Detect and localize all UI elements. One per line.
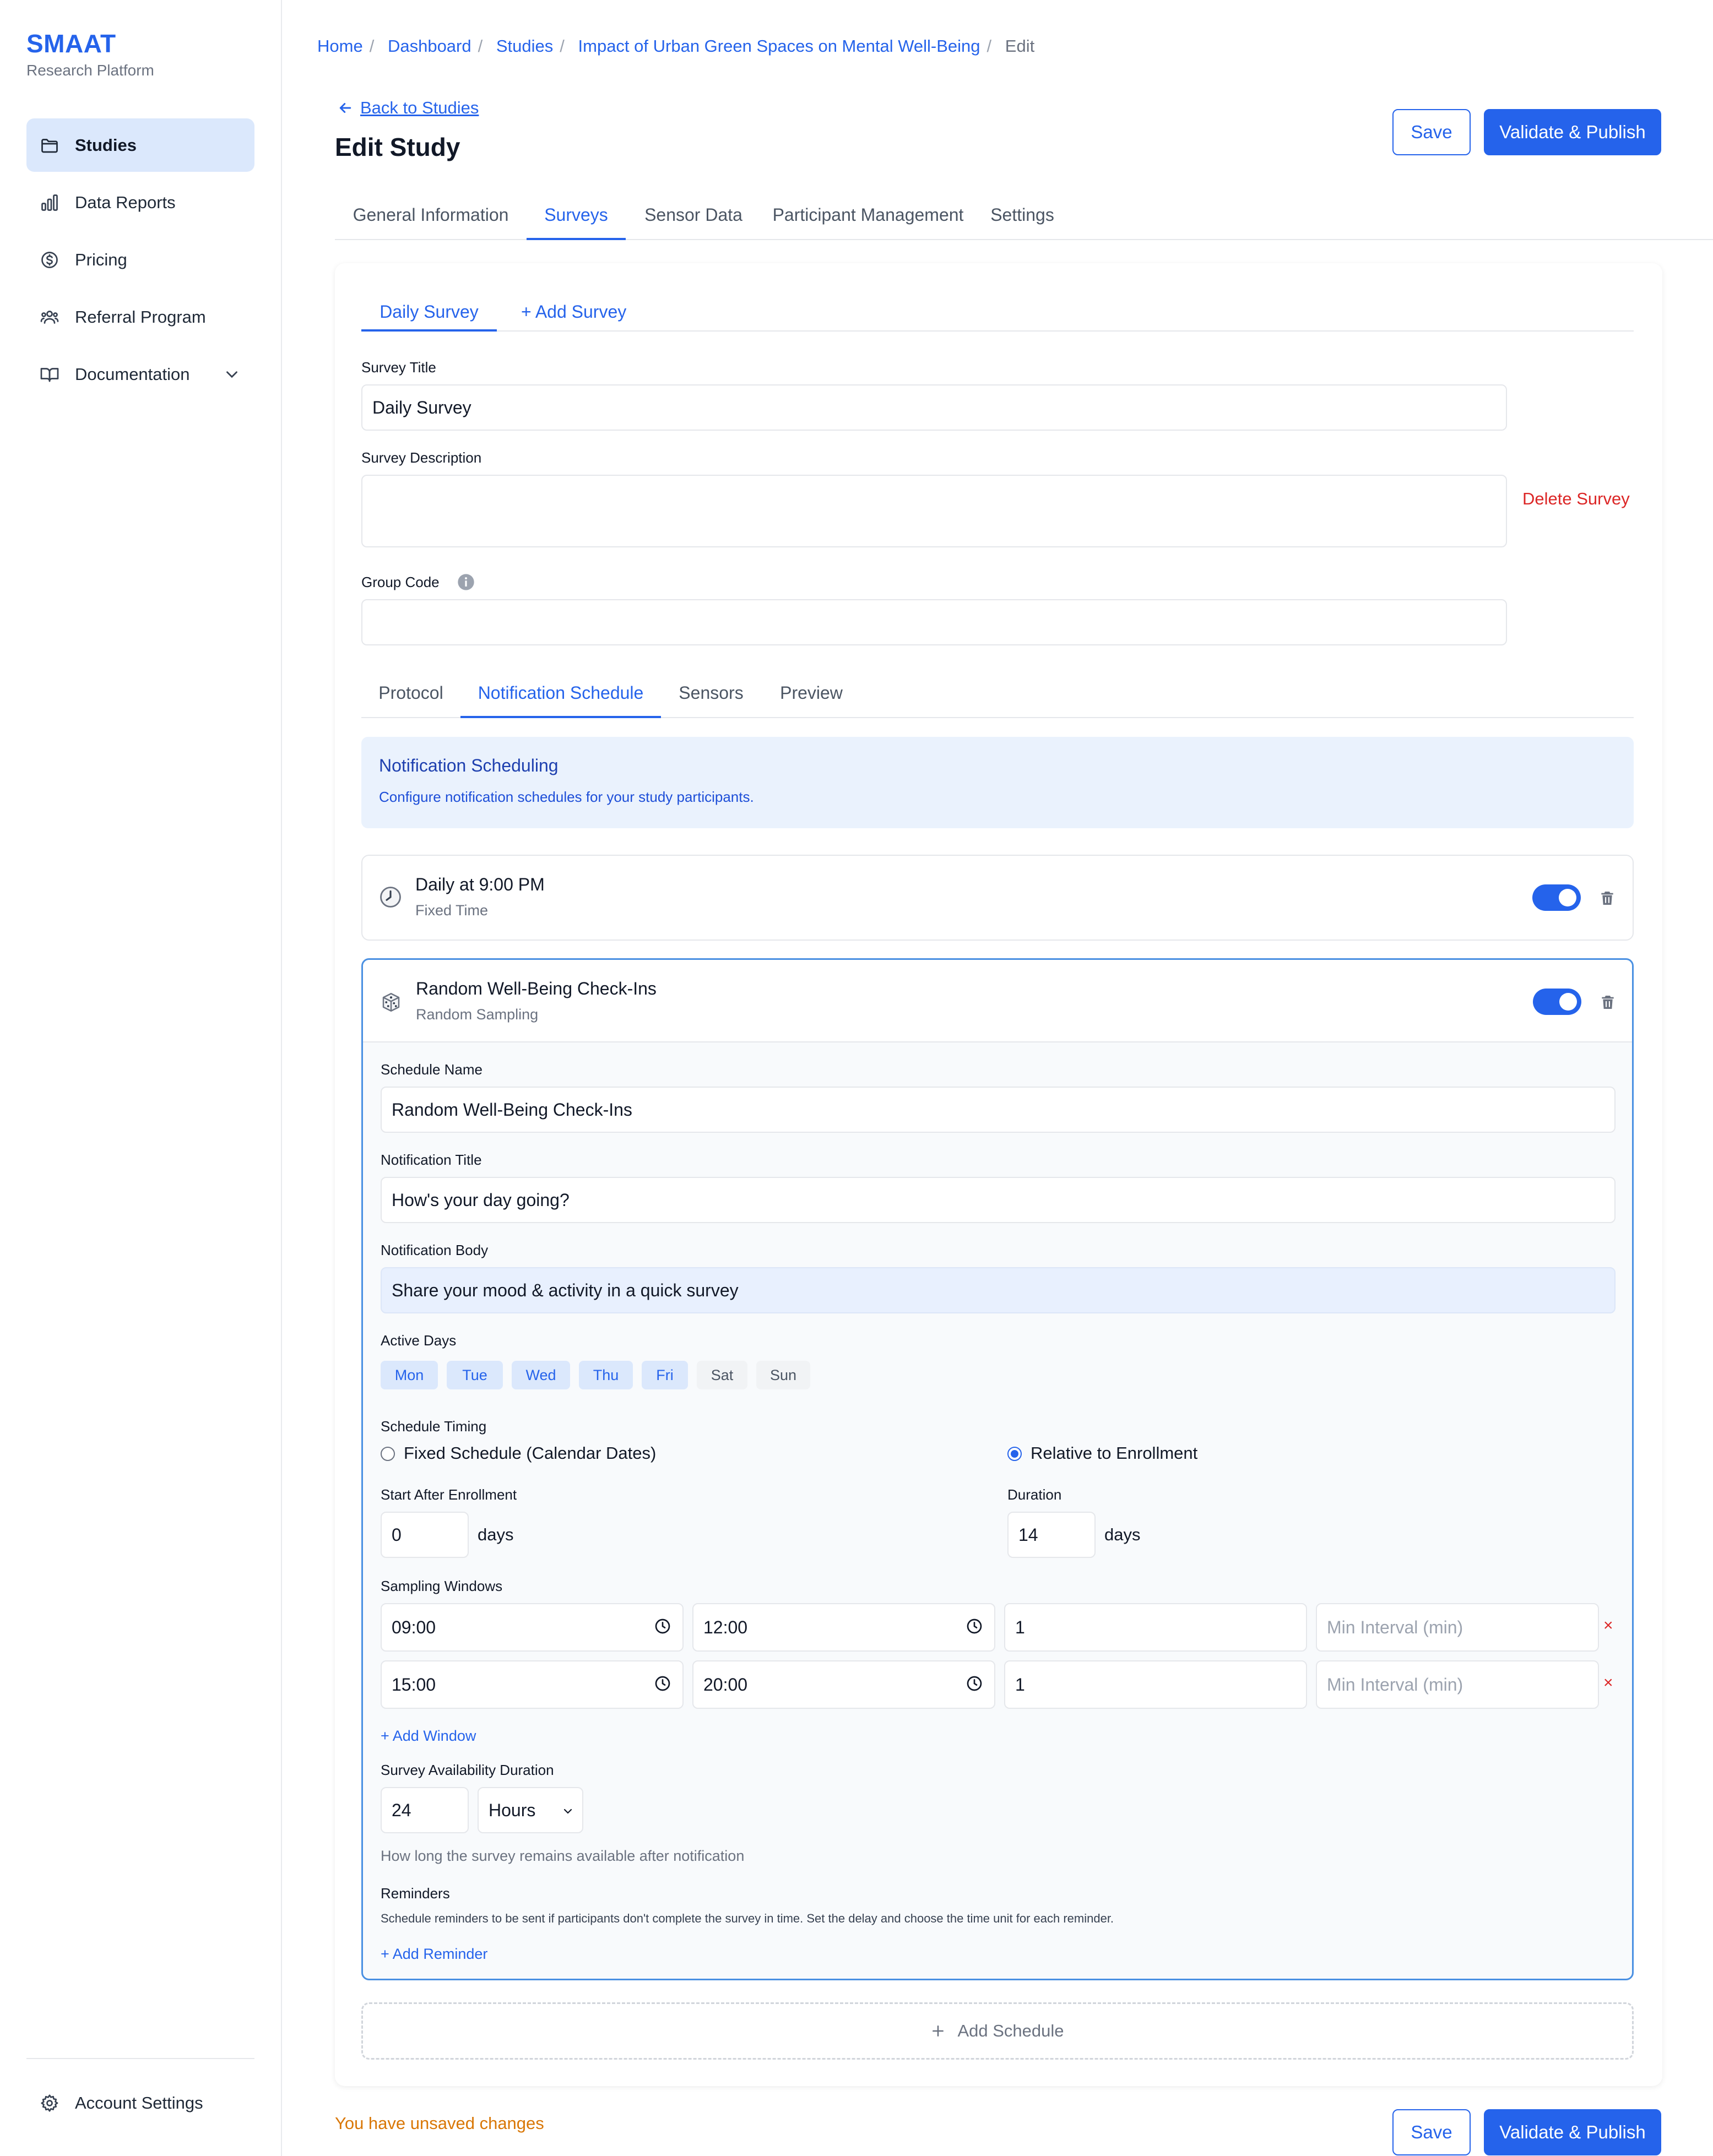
- remove-window-button[interactable]: ×: [1603, 1616, 1613, 1634]
- tab-surveys[interactable]: Surveys: [527, 194, 626, 240]
- tab-protocol[interactable]: Protocol: [378, 683, 443, 703]
- schedule-enabled-toggle[interactable]: [1533, 989, 1581, 1015]
- day-toggle-sat[interactable]: Sat: [697, 1361, 747, 1389]
- clock-icon: [966, 1617, 983, 1635]
- days-unit: days: [1104, 1525, 1141, 1544]
- tab-sensor-data[interactable]: Sensor Data: [644, 205, 742, 225]
- add-schedule-label: Add Schedule: [957, 2021, 1064, 2040]
- add-reminder-button[interactable]: + Add Reminder: [381, 1946, 488, 1962]
- day-toggle-thu[interactable]: Thu: [579, 1361, 633, 1389]
- days-unit: days: [478, 1525, 514, 1544]
- add-window-button[interactable]: + Add Window: [381, 1728, 476, 1744]
- sidebar-item-label: Studies: [75, 135, 137, 155]
- breadcrumb-separator: /: [986, 36, 992, 56]
- main-tabs: [335, 194, 1713, 240]
- info-title: Notification Scheduling: [379, 756, 559, 775]
- brand: [26, 29, 154, 79]
- delete-survey-button[interactable]: Delete Survey: [1522, 489, 1630, 508]
- breadcrumb-dashboard[interactable]: Dashboard: [387, 36, 471, 56]
- bar-chart-icon: [40, 193, 59, 213]
- sidebar-item-label: Pricing: [75, 249, 127, 269]
- window-count-input[interactable]: 1: [1004, 1603, 1307, 1652]
- schedule-header[interactable]: [363, 960, 1632, 1042]
- day-toggle-sun[interactable]: Sun: [756, 1361, 810, 1389]
- users-icon: [40, 307, 59, 327]
- add-survey-button[interactable]: + Add Survey: [521, 302, 627, 322]
- window-start-value: 15:00: [392, 1674, 436, 1695]
- sidebar-item-pricing[interactable]: [26, 233, 254, 286]
- info-icon[interactable]: [457, 573, 475, 591]
- page-title: Edit Study: [335, 133, 460, 161]
- schedule-name-label: Schedule Name: [381, 1061, 483, 1078]
- schedule-timing-label: Schedule Timing: [381, 1418, 487, 1435]
- schedule-title: Random Well-Being Check-Ins: [416, 979, 657, 998]
- duration-input[interactable]: 14: [1007, 1512, 1096, 1558]
- schedule-title: Daily at 9:00 PM: [415, 875, 545, 894]
- start-after-input[interactable]: 0: [381, 1512, 469, 1558]
- footer-validate-publish-button[interactable]: Validate & Publish: [1484, 2109, 1661, 2155]
- dice-icon: [380, 991, 403, 1014]
- tab-participant-management[interactable]: Participant Management: [772, 205, 964, 225]
- sampling-windows-label: Sampling Windows: [381, 1578, 503, 1594]
- back-to-studies-link[interactable]: [337, 98, 479, 118]
- info-text: Configure notification schedules for your study participants.: [379, 789, 754, 805]
- arrow-left-icon: [337, 100, 354, 116]
- brand-name: SMAAT: [26, 29, 116, 58]
- breadcrumb-home[interactable]: Home: [317, 36, 363, 56]
- availability-unit-value: Hours: [489, 1800, 536, 1820]
- day-toggle-fri[interactable]: Fri: [642, 1361, 688, 1389]
- book-icon: [40, 365, 59, 384]
- radio-label: Fixed Schedule (Calendar Dates): [404, 1443, 657, 1463]
- window-end-value: 20:00: [703, 1674, 748, 1695]
- group-code-input[interactable]: [361, 599, 1507, 645]
- sidebar-item-referral-program[interactable]: [26, 290, 254, 344]
- day-toggle-wed[interactable]: Wed: [512, 1361, 570, 1389]
- dollar-circle-icon: [40, 250, 59, 270]
- availability-label: Survey Availability Duration: [381, 1762, 554, 1778]
- active-days-label: Active Days: [381, 1332, 457, 1349]
- validate-publish-button[interactable]: Validate & Publish: [1484, 109, 1661, 155]
- window-start-value: 09:00: [392, 1617, 436, 1637]
- radio-fixed-schedule[interactable]: [381, 1447, 395, 1461]
- window-start-time-input[interactable]: [381, 1660, 684, 1709]
- tab-sensors[interactable]: Sensors: [679, 683, 744, 703]
- clock-icon: [379, 886, 402, 909]
- duration-label: Duration: [1007, 1486, 1062, 1503]
- remove-window-button[interactable]: ×: [1603, 1674, 1613, 1692]
- breadcrumb-study[interactable]: Impact of Urban Green Spaces on Mental Well-Being: [578, 36, 980, 56]
- breadcrumb-separator: /: [369, 36, 375, 56]
- tab-settings[interactable]: Settings: [990, 205, 1054, 225]
- sidebar-item-label: Data Reports: [75, 192, 176, 212]
- tab-daily-survey[interactable]: Daily Survey: [361, 301, 497, 332]
- folder-icon: [40, 135, 59, 155]
- schedule-name-input[interactable]: Random Well-Being Check-Ins: [381, 1087, 1616, 1133]
- window-end-value: 12:00: [703, 1617, 748, 1637]
- window-min-interval-input[interactable]: Min Interval (min): [1316, 1603, 1599, 1652]
- chevron-down-icon[interactable]: [223, 365, 241, 384]
- notification-body-input[interactable]: Share your mood & activity in a quick survey: [381, 1267, 1616, 1313]
- sidebar-item-label: Documentation: [75, 364, 190, 384]
- back-label: Back to Studies: [360, 98, 479, 117]
- schedule-enabled-toggle[interactable]: [1532, 884, 1581, 911]
- tab-notification-schedule[interactable]: Notification Schedule: [460, 672, 661, 718]
- clock-icon: [966, 1675, 983, 1692]
- availability-input[interactable]: 24: [381, 1787, 469, 1833]
- sidebar-divider: [26, 2058, 254, 2059]
- notification-title-label: Notification Title: [381, 1152, 482, 1168]
- survey-title-input[interactable]: Daily Survey: [361, 384, 1507, 431]
- survey-description-label: Survey Description: [361, 449, 482, 466]
- notification-body-label: Notification Body: [381, 1242, 489, 1258]
- sidebar-item-data-reports[interactable]: [26, 176, 254, 229]
- sidebar-nav: [26, 118, 254, 405]
- account-settings-area: [26, 2076, 254, 2133]
- notification-title-input[interactable]: How's your day going?: [381, 1177, 1616, 1223]
- window-end-time-input[interactable]: [692, 1660, 995, 1709]
- footer-save-button[interactable]: Save: [1392, 2109, 1471, 2155]
- availability-hint: How long the survey remains available after notification: [381, 1848, 745, 1864]
- window-min-interval-input[interactable]: Min Interval (min): [1316, 1660, 1599, 1709]
- breadcrumb-separator: /: [478, 36, 483, 56]
- schedule-type: Random Sampling: [416, 1006, 539, 1023]
- trash-icon[interactable]: [1599, 993, 1617, 1012]
- sidebar: [0, 0, 282, 2156]
- sidebar-item-account-settings[interactable]: [26, 2076, 254, 2130]
- schedule-card-fixed[interactable]: [361, 855, 1634, 941]
- reminders-label: Reminders: [381, 1885, 450, 1902]
- tab-preview[interactable]: Preview: [780, 683, 843, 703]
- breadcrumb-studies[interactable]: Studies: [496, 36, 554, 56]
- breadcrumb-separator: /: [560, 36, 565, 56]
- trash-icon[interactable]: [1598, 889, 1616, 908]
- window-end-time-input[interactable]: [692, 1603, 995, 1652]
- reminders-hint: Schedule reminders to be sent if participants don't complete the survey in time. Set the delay and choose the time unit for each reminder.: [381, 1911, 1114, 1925]
- group-code-label: Group Code: [361, 574, 440, 590]
- schedule-type: Fixed Time: [415, 902, 489, 919]
- day-toggle-mon[interactable]: Mon: [381, 1361, 438, 1389]
- radio-relative-enrollment[interactable]: [1007, 1447, 1022, 1461]
- availability-unit-select[interactable]: [478, 1787, 583, 1833]
- survey-title-label: Survey Title: [361, 359, 436, 376]
- clock-icon: [654, 1617, 671, 1635]
- add-schedule-button[interactable]: [361, 2002, 1634, 2060]
- radio-label: Relative to Enrollment: [1031, 1443, 1198, 1463]
- sidebar-item-documentation[interactable]: [26, 347, 254, 401]
- survey-sub-tabs: [361, 672, 1634, 718]
- unsaved-changes-notice: You have unsaved changes: [335, 2114, 544, 2133]
- survey-description-input[interactable]: [361, 475, 1507, 547]
- tab-general-information[interactable]: General Information: [353, 205, 509, 225]
- survey-tabs: [361, 301, 1634, 332]
- clock-icon: [654, 1675, 671, 1692]
- save-button[interactable]: Save: [1392, 109, 1471, 155]
- start-after-label: Start After Enrollment: [381, 1486, 517, 1503]
- sidebar-item-label: Account Settings: [75, 2093, 203, 2112]
- plus-icon: [931, 2024, 945, 2038]
- sidebar-item-studies[interactable]: [26, 118, 254, 172]
- window-count-input[interactable]: 1: [1004, 1660, 1307, 1709]
- window-start-time-input[interactable]: [381, 1603, 684, 1652]
- chevron-down-icon: [561, 1805, 574, 1818]
- breadcrumb: [317, 36, 1034, 56]
- sidebar-item-label: Referral Program: [75, 307, 206, 327]
- breadcrumb-current: Edit: [1005, 36, 1035, 56]
- survey-editor-card: [335, 263, 1662, 2086]
- brand-subtitle: Research Platform: [26, 62, 154, 79]
- notification-info-box: [361, 737, 1634, 828]
- gear-icon: [40, 2093, 59, 2113]
- schedule-card-random: [361, 958, 1634, 1980]
- day-toggle-tue[interactable]: Tue: [447, 1361, 503, 1389]
